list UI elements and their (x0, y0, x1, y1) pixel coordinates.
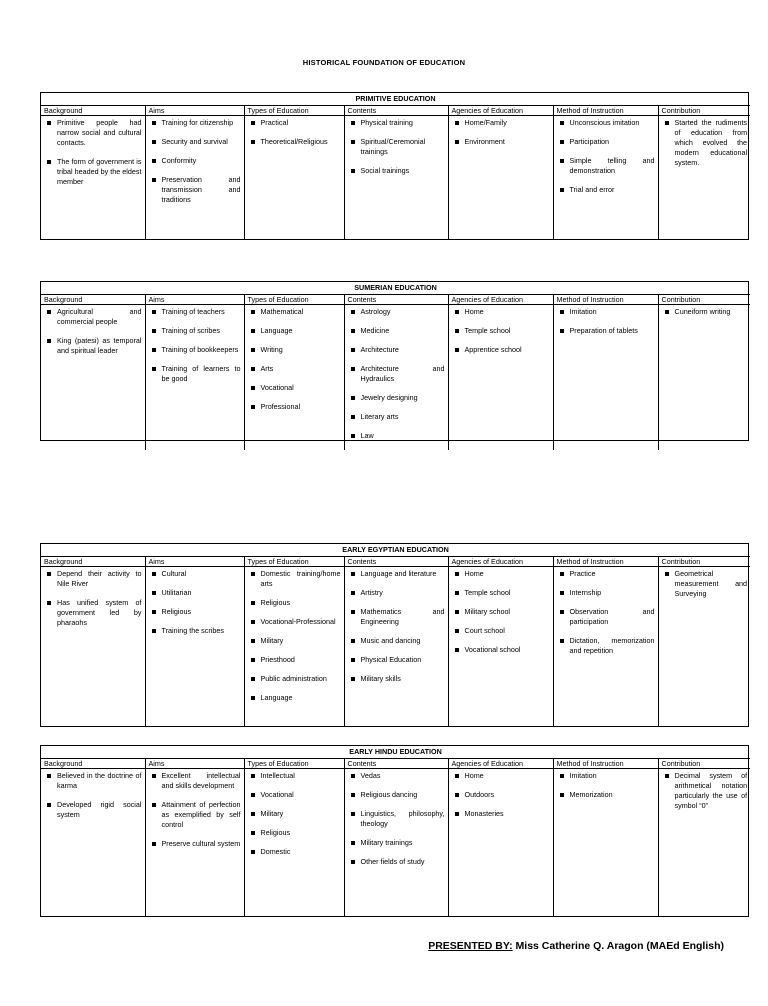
column-header-aims: Aims (145, 294, 244, 304)
list-item: Preserve cultural system (149, 839, 241, 849)
list-item: Dictation, memorization and repetition (557, 636, 655, 656)
bullet-list (149, 771, 241, 849)
list-item: Memorization (557, 790, 655, 800)
column-header-method-of-instruction: Method of Instruction (553, 556, 658, 566)
list-item: Jewelry designing (348, 393, 445, 403)
cell-method-of-instruction (553, 304, 658, 450)
section-table (41, 93, 750, 239)
section-title: PRIMITIVE EDUCATION (41, 93, 750, 105)
cell-method-of-instruction (553, 768, 658, 916)
list-item: Decimal system of arithmetical notation particularly the use of symbol “0” (662, 771, 748, 811)
list-item: Practice (557, 569, 655, 579)
bullet-list (248, 771, 341, 857)
presenter-credit (428, 940, 724, 952)
presenter-name: Miss Catherine Q. Aragon (MAEd English) (515, 940, 724, 952)
list-item: Writing (248, 345, 341, 355)
section-title: SUMERIAN EDUCATION (41, 282, 750, 294)
list-item: Environment (452, 137, 550, 147)
list-item: Priesthood (248, 655, 341, 665)
list-item: Security and survival (149, 137, 241, 147)
bullet-list (662, 771, 748, 811)
list-item: King (patesi) as temporal and spiritual leader (44, 336, 142, 356)
list-item: Vedas (348, 771, 445, 781)
column-header-agencies-of-education: Agencies of Education (448, 294, 553, 304)
list-item: Domestic training/home arts (248, 569, 341, 589)
list-item: Physical training (348, 118, 445, 128)
list-item: Military (248, 636, 341, 646)
bullet-list (662, 307, 748, 317)
list-item: Theoretical/Religious (248, 137, 341, 147)
list-item: Outdoors (452, 790, 550, 800)
section-table (41, 746, 750, 916)
column-header-contents: Contents (344, 758, 448, 768)
cell-contents (344, 768, 448, 916)
bullet-list (348, 307, 445, 441)
list-item: Cuneiform writing (662, 307, 748, 317)
column-header-background: Background (41, 758, 145, 768)
cell-contents (344, 304, 448, 450)
list-item: Law (348, 431, 445, 441)
list-item: Practical (248, 118, 341, 128)
bullet-list (248, 307, 341, 412)
cell-aims (145, 304, 244, 450)
section-hindu-education (40, 745, 749, 917)
column-header-agencies-of-education: Agencies of Education (448, 758, 553, 768)
column-header-agencies-of-education: Agencies of Education (448, 556, 553, 566)
column-header-contribution: Contribution (658, 294, 750, 304)
bullet-list (557, 569, 655, 656)
cell-types-of-education (244, 304, 344, 450)
list-item: Military trainings (348, 838, 445, 848)
bullet-list (348, 569, 445, 684)
list-item: Mathematical (248, 307, 341, 317)
cell-types-of-education (244, 768, 344, 916)
list-item: Religious (149, 607, 241, 617)
cell-aims (145, 115, 244, 239)
list-item: Other fields of study (348, 857, 445, 867)
section-table (41, 282, 750, 450)
list-item: Architecture (348, 345, 445, 355)
column-header-contents: Contents (344, 294, 448, 304)
list-item: Literary arts (348, 412, 445, 422)
list-item: Conformity (149, 156, 241, 166)
list-item: Started the rudiments of education from which evolved the modern educational system. (662, 118, 748, 168)
bullet-list (44, 771, 142, 820)
list-item: Arts (248, 364, 341, 374)
cell-contribution (658, 566, 750, 726)
cell-contribution (658, 115, 750, 239)
cell-method-of-instruction (553, 115, 658, 239)
list-item: Architecture and Hydraulics (348, 364, 445, 384)
list-item: Training for citizenship (149, 118, 241, 128)
bullet-list (452, 307, 550, 355)
column-header-background: Background (41, 294, 145, 304)
cell-types-of-education (244, 115, 344, 239)
list-item: Language (248, 326, 341, 336)
list-item: Home (452, 771, 550, 781)
list-item: Religious (248, 598, 341, 608)
cell-contribution (658, 768, 750, 916)
column-header-contents: Contents (344, 556, 448, 566)
cell-agencies-of-education (448, 566, 553, 726)
cell-background (41, 768, 145, 916)
cell-contribution (658, 304, 750, 450)
list-item: Unconscious imitation (557, 118, 655, 128)
document-title: HISTORICAL FOUNDATION OF EDUCATION (302, 58, 466, 67)
list-item: Military school (452, 607, 550, 617)
column-header-aims: Aims (145, 758, 244, 768)
list-item: Agricultural and commercial people (44, 307, 142, 327)
list-item: Primitive people had narrow social and cultural contacts. (44, 118, 142, 148)
list-item: Mathematics and Engineering (348, 607, 445, 627)
cell-background (41, 304, 145, 450)
list-item: Participation (557, 137, 655, 147)
bullet-list (44, 118, 142, 187)
column-header-method-of-instruction: Method of Instruction (553, 758, 658, 768)
bullet-list (44, 569, 142, 628)
list-item: Vocational (248, 790, 341, 800)
list-item: Imitation (557, 307, 655, 317)
cell-aims (145, 566, 244, 726)
list-item: Music and dancing (348, 636, 445, 646)
list-item: Vocational school (452, 645, 550, 655)
bullet-list (348, 118, 445, 176)
cell-types-of-education (244, 566, 344, 726)
list-item: Believed in the doctrine of karma (44, 771, 142, 791)
list-item: Monasteries (452, 809, 550, 819)
column-header-background: Background (41, 105, 145, 115)
list-item: Excellent intellectual and skills development (149, 771, 241, 791)
list-item: Preservation and transmission and traditions (149, 175, 241, 205)
column-header-contribution: Contribution (658, 105, 750, 115)
list-item: Training of bookkeepers (149, 345, 241, 355)
bullet-list (557, 307, 655, 336)
section-primitive-education (40, 92, 749, 240)
list-item: Military (248, 809, 341, 819)
presented-by-label: PRESENTED BY: (428, 940, 513, 952)
list-item: Temple school (452, 588, 550, 598)
list-item: Simple telling and demonstration (557, 156, 655, 176)
column-header-types-of-education: Types of Education (244, 294, 344, 304)
cell-agencies-of-education (448, 768, 553, 916)
list-item: Training of learners to be good (149, 364, 241, 384)
cell-agencies-of-education (448, 115, 553, 239)
list-item: Depend their activity to Nile River (44, 569, 142, 589)
list-item: Preparation of tablets (557, 326, 655, 336)
list-item: Utilitarian (149, 588, 241, 598)
list-item: Physical Education (348, 655, 445, 665)
list-item: Religious (248, 828, 341, 838)
list-item: Home (452, 307, 550, 317)
cell-contents (344, 566, 448, 726)
list-item: Training of teachers (149, 307, 241, 317)
list-item: The form of government is tribal headed by the eldest member (44, 157, 142, 187)
list-item: Military skills (348, 674, 445, 684)
column-header-method-of-instruction: Method of Instruction (553, 105, 658, 115)
cell-method-of-instruction (553, 566, 658, 726)
list-item: Geometrical measurement and Surveying (662, 569, 748, 599)
column-header-background: Background (41, 556, 145, 566)
list-item: Training the scribes (149, 626, 241, 636)
cell-background (41, 115, 145, 239)
list-item: Medicine (348, 326, 445, 336)
bullet-list (149, 307, 241, 384)
list-item: Intellectual (248, 771, 341, 781)
bullet-list (557, 771, 655, 800)
list-item: Trial and error (557, 185, 655, 195)
section-sumerian-education (40, 281, 749, 441)
bullet-list (248, 118, 341, 147)
list-item: Home (452, 569, 550, 579)
column-header-contribution: Contribution (658, 758, 750, 768)
list-item: Developed rigid social system (44, 800, 142, 820)
column-header-contents: Contents (344, 105, 448, 115)
list-item: Linguistics, philosophy, theology (348, 809, 445, 829)
column-header-aims: Aims (145, 105, 244, 115)
bullet-list (662, 569, 748, 599)
bullet-list (557, 118, 655, 195)
bullet-list (44, 307, 142, 356)
bullet-list (662, 118, 748, 168)
column-header-method-of-instruction: Method of Instruction (553, 294, 658, 304)
list-item: Professional (248, 402, 341, 412)
list-item: Has unified system of government led by pharaohs (44, 598, 142, 628)
column-header-aims: Aims (145, 556, 244, 566)
cell-background (41, 566, 145, 726)
list-item: Spiritual/Ceremonial trainings (348, 137, 445, 157)
bullet-list (452, 118, 550, 147)
column-header-types-of-education: Types of Education (244, 105, 344, 115)
bullet-list (149, 118, 241, 205)
list-item: Internship (557, 588, 655, 598)
section-title: EARLY HINDU EDUCATION (41, 746, 750, 758)
bullet-list (348, 771, 445, 867)
bullet-list (149, 569, 241, 636)
list-item: Language and literature (348, 569, 445, 579)
column-header-types-of-education: Types of Education (244, 758, 344, 768)
list-item: Astrology (348, 307, 445, 317)
cell-agencies-of-education (448, 304, 553, 450)
list-item: Cultural (149, 569, 241, 579)
list-item: Home/Family (452, 118, 550, 128)
list-item: Religious dancing (348, 790, 445, 800)
list-item: Imitation (557, 771, 655, 781)
column-header-types-of-education: Types of Education (244, 556, 344, 566)
list-item: Court school (452, 626, 550, 636)
column-header-agencies-of-education: Agencies of Education (448, 105, 553, 115)
bullet-list (452, 771, 550, 819)
list-item: Attainment of perfection as exemplified by self control (149, 800, 241, 830)
cell-aims (145, 768, 244, 916)
section-table (41, 544, 750, 726)
list-item: Observation and participation (557, 607, 655, 627)
list-item: Temple school (452, 326, 550, 336)
section-egyptian-education (40, 543, 749, 727)
list-item: Language (248, 693, 341, 703)
list-item: Domestic (248, 847, 341, 857)
section-title: EARLY EGYPTIAN EDUCATION (41, 544, 750, 556)
list-item: Apprentice school (452, 345, 550, 355)
list-item: Public administration (248, 674, 341, 684)
list-item: Vocational (248, 383, 341, 393)
list-item: Social trainings (348, 166, 445, 176)
bullet-list (452, 569, 550, 655)
list-item: Vocational-Professional (248, 617, 341, 627)
list-item: Training of scribes (149, 326, 241, 336)
column-header-contribution: Contribution (658, 556, 750, 566)
list-item: Artistry (348, 588, 445, 598)
bullet-list (248, 569, 341, 703)
cell-contents (344, 115, 448, 239)
